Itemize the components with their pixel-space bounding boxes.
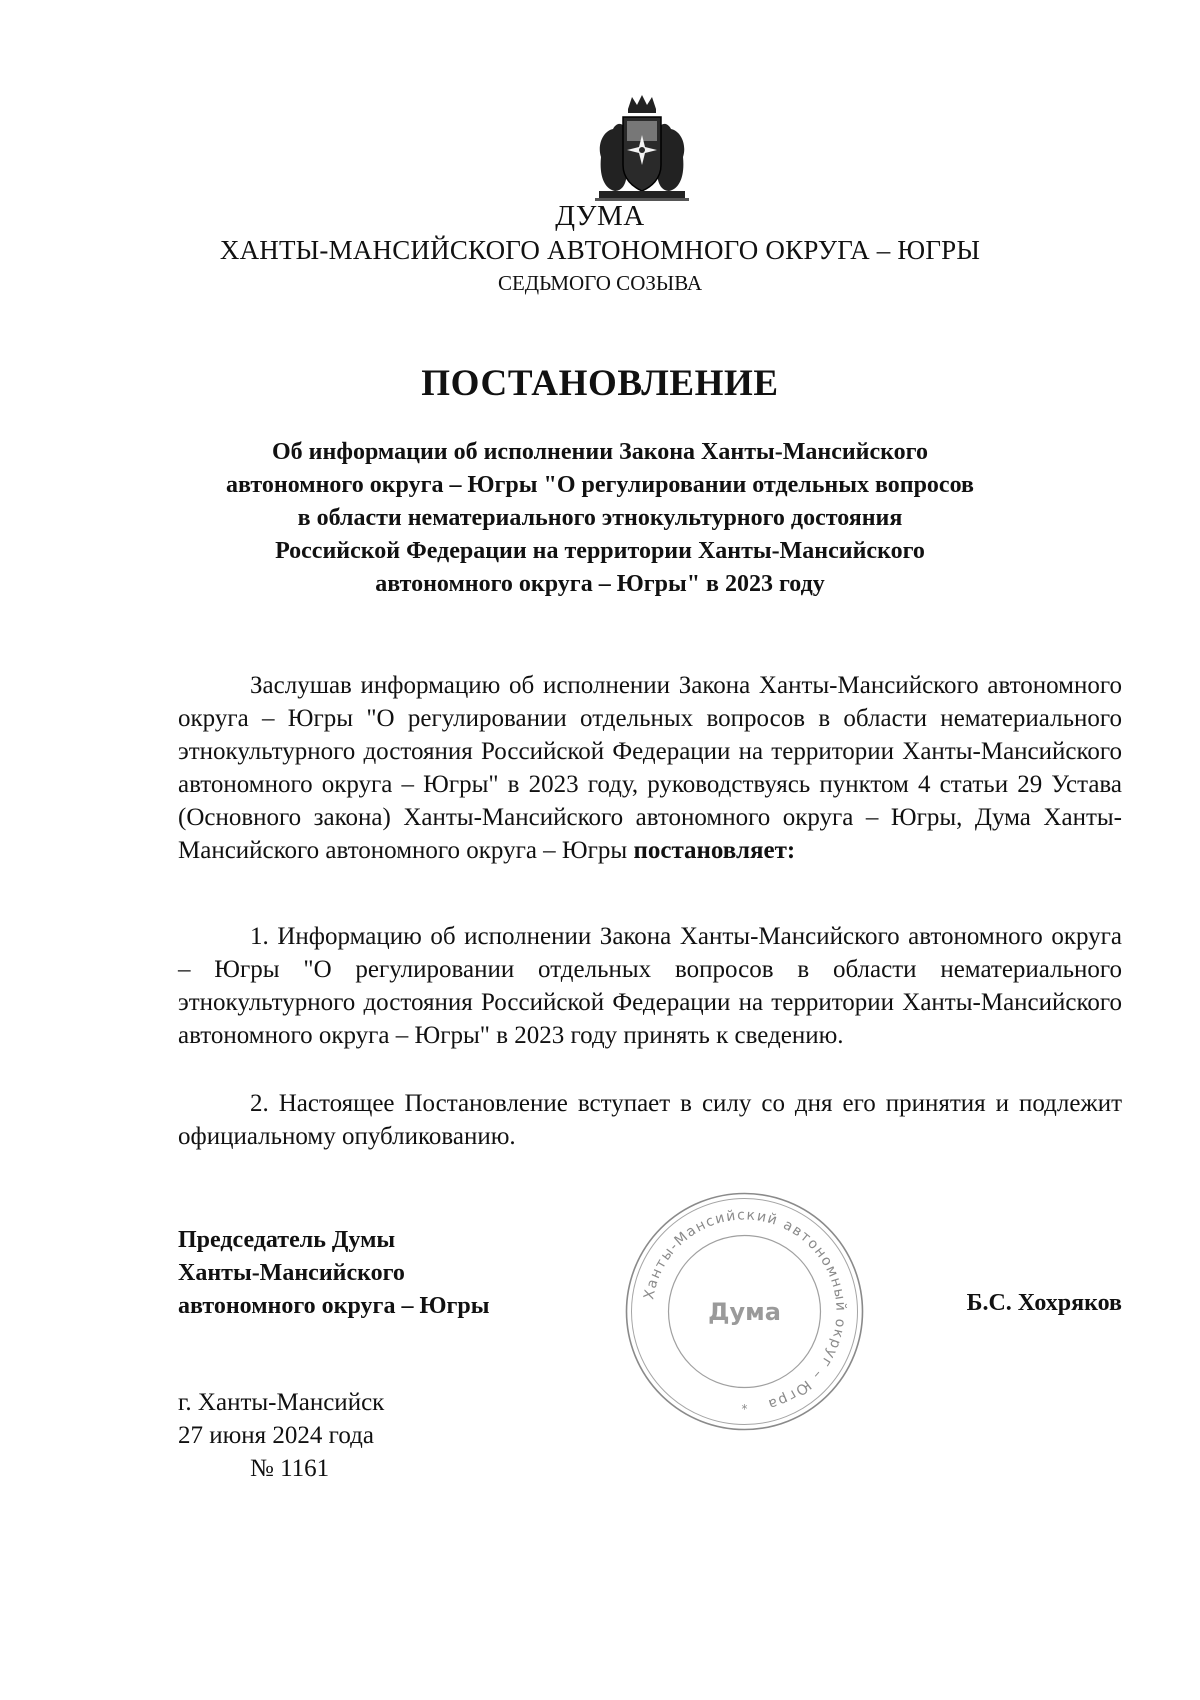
- subject-line: Об информации об исполнении Закона Ханты-Мансийского: [272, 439, 928, 465]
- region-name: ХАНТЫ-МАНСИЙСКОГО АВТОНОМНОГО ОКРУГА – ЮГРЫ: [219, 235, 981, 265]
- subject-line: автономного округа – Югры" в 2023 году: [375, 571, 825, 597]
- document-number: № 1161: [250, 1455, 330, 1482]
- resolution-item-1: 1. Информацию об исполнении Закона Ханты-Мансийского автономного округа – Югры "О регулировании отдельных вопросов в области нематериального этнокультурного достояния Российской Федерации на территории Ханты-Мансийского автономного округа – Югры" в 2023 году принять к сведению.: [178, 923, 1122, 1049]
- seal-ring-text: Ханты-Мансийский автономный округ – Югра: [641, 1207, 849, 1413]
- organization-name: ДУМА: [555, 200, 645, 232]
- official-seal: [622, 1189, 867, 1434]
- resolves-word: постановляет:: [633, 837, 796, 864]
- signatory-name: Б.С. Хохряков: [966, 1290, 1122, 1316]
- signatory-title: [178, 1224, 489, 1323]
- convocation: СЕДЬМОГО СОЗЫВА: [497, 271, 703, 295]
- document-subject: [200, 436, 1000, 601]
- svg-text:*: *: [741, 1402, 748, 1416]
- issue-date: 27 июня 2024 года: [178, 1422, 374, 1449]
- signatory-title-line: Председатель Думы: [178, 1227, 396, 1253]
- subject-line: в области нематериального этнокультурного достояния: [297, 505, 903, 531]
- resolution-item-2: 2. Настоящее Постановление вступает в силу со дня его принятия и подлежит официальному опубликованию.: [178, 1090, 1122, 1150]
- document-type: ПОСТАНОВЛЕНИЕ: [421, 363, 779, 404]
- signatory-title-line: Ханты-Мансийского: [178, 1260, 405, 1286]
- issue-place: г. Ханты-Мансийск: [178, 1389, 385, 1416]
- subject-line: Российской Федерации на территории Ханты-Мансийского: [275, 538, 925, 564]
- seal-center-text: Дума: [708, 1298, 781, 1326]
- document-footer: [178, 1386, 384, 1485]
- preamble-paragraph: [178, 669, 1122, 867]
- coat-of-arms-icon: [595, 95, 689, 211]
- subject-line: автономного округа – Югры "О регулировании отдельных вопросов: [226, 472, 974, 498]
- preamble-text: Заслушав информацию об исполнении Закона Ханты-Мансийского автономного округа – Югры "О регулировании отдельных вопросов в области нематериального этнокультурного достояния Российской Федерации на территории Ханты-Мансийского автономного округа – Югры" в 2023 году, руководствуясь пунктом 4 статьи 29 Устава (Основного закона) Ханты-Мансийского автономного округа – Югры, Дума Ханты-Мансийского автономного округа – Югры: [178, 672, 1122, 864]
- signatory-title-line: автономного округа – Югры: [178, 1293, 490, 1319]
